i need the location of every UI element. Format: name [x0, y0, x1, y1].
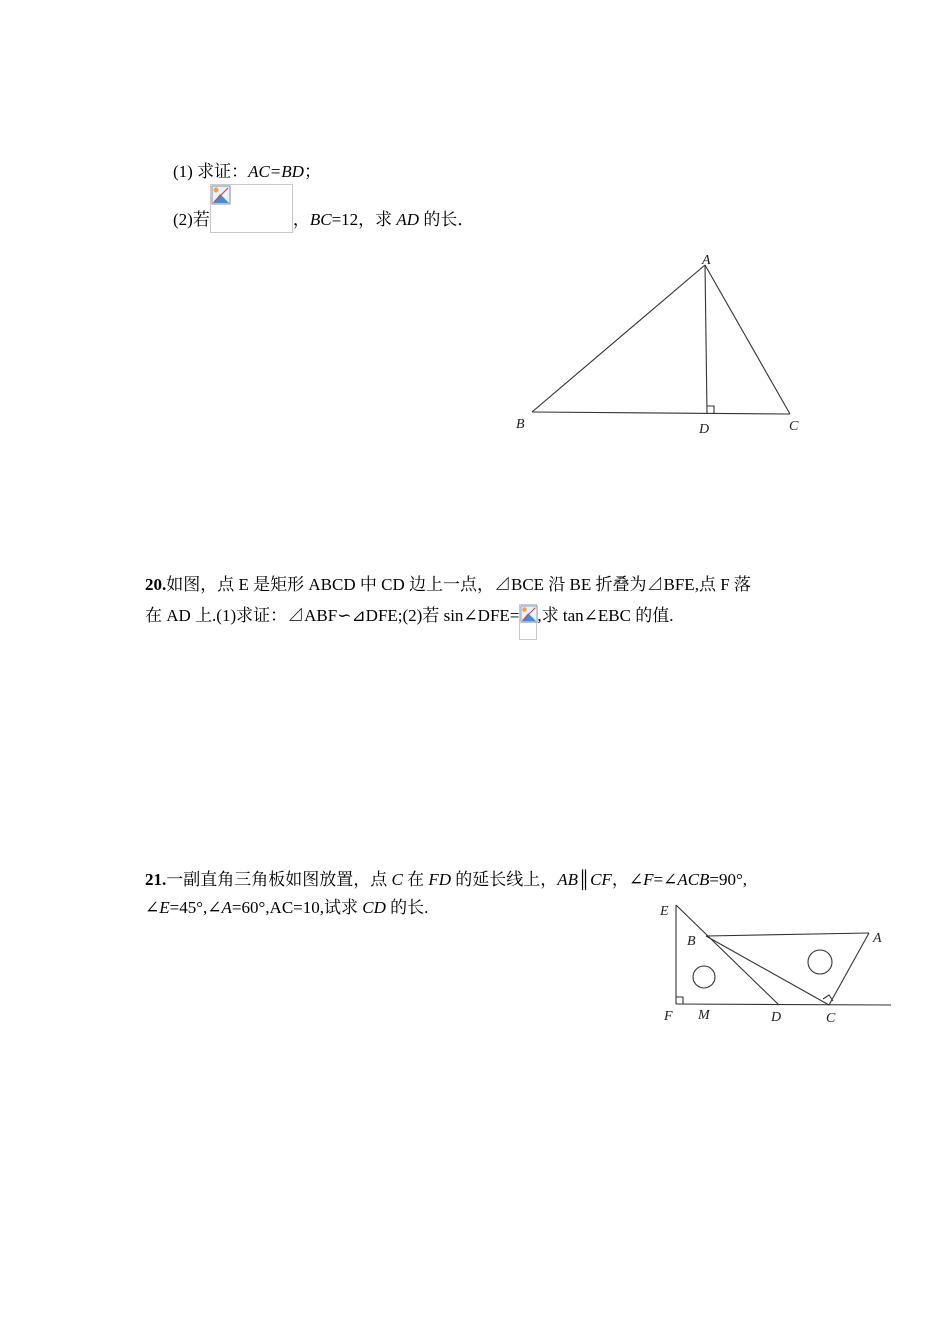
broken-image-placeholder [210, 184, 293, 233]
segment-ba [706, 933, 869, 936]
hole-circle [808, 950, 832, 974]
right-angle-mark-f [676, 997, 683, 1004]
hole-circle [693, 966, 715, 988]
label-a: A [702, 253, 711, 268]
label-d: D [771, 1010, 782, 1025]
segment-ac [829, 933, 869, 1005]
broken-image-icon [520, 605, 538, 623]
line-fc [676, 1004, 891, 1005]
segment-ab [532, 265, 705, 412]
q19-part2: (2)若 ，BC=12，求 AD 的长． [173, 208, 474, 233]
right-angle-mark [707, 406, 714, 413]
set-squares-figure [655, 895, 895, 1035]
segment-ed [676, 905, 779, 1005]
q20-number: 20. [145, 575, 167, 594]
q20-line1: 20.如图，点 E 是矩形 ABCD 中 CD 边上一点，⊿BCE 沿 BE 折叠为⊿BFE,点 F 落 [145, 575, 751, 594]
q21-number: 21. [145, 870, 167, 889]
label-b: B [516, 417, 525, 432]
segment-bc [706, 936, 829, 1005]
label-a: A [873, 931, 882, 946]
label-e: E [660, 904, 669, 919]
broken-image-icon [211, 185, 231, 205]
q21-line2: ∠E=45°,∠A=60°,AC=10,试求 CD 的长. [145, 898, 429, 917]
label-b: B [687, 934, 696, 949]
triangle-abc-figure [510, 250, 810, 440]
segment-ac [705, 265, 790, 414]
q21-line1: 21.一副直角三角板如图放置，点 C 在 FD 的延长线上，AB║CF，∠F=∠ACB=90°, [145, 870, 748, 889]
q20-line2: 在 AD 上.(1)求证：⊿ABF∽⊿DFE;(2)若 sin∠DFE= ,求 tan∠EBC 的值. [145, 604, 673, 640]
label-c: C [826, 1011, 836, 1026]
label-d: D [699, 422, 710, 437]
label-f: F [664, 1009, 673, 1024]
q19-part1: (1) 求证：AC=BD； [173, 162, 321, 181]
segment-ad [705, 265, 707, 413]
segment-bc [532, 412, 790, 414]
label-c: C [789, 419, 799, 434]
label-m: M [698, 1008, 710, 1023]
broken-image-placeholder [519, 604, 537, 640]
